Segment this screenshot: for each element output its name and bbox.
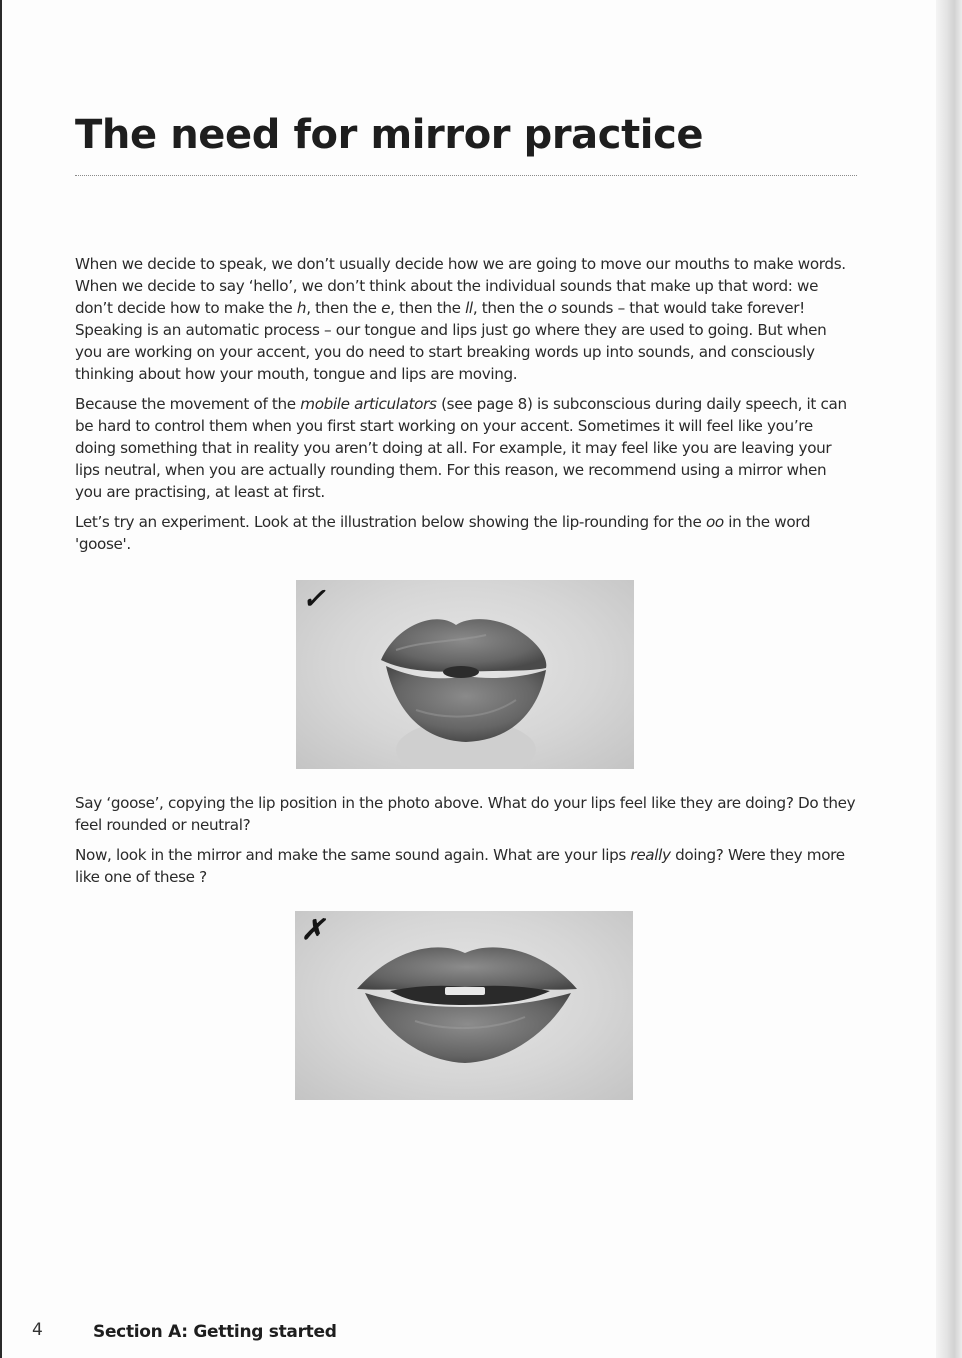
check-mark-icon: ✓ [302,582,326,615]
photo-rounded-lips [296,580,634,769]
paragraph-text: When we decide to speak, we don’t usually decide how we are going to move our mouths to make words. When we decide to say ‘hello’, we don’t think about the individual sounds that make up that word: we don’t decide how to make the [75,255,846,317]
italic-term: oo [705,513,724,531]
paragraph-text: Now, look in the mirror and make the same sound again. What are your lips [75,846,631,864]
paragraph-text: , then the [306,299,382,317]
paragraph-4 [75,792,857,836]
footer-section-title: Section A: Getting started [93,1322,337,1342]
page-title: The need for mirror practice [75,112,704,158]
paragraph-text: , then the [390,299,466,317]
paragraph-3 [75,511,857,555]
italic-term: h [296,299,307,317]
paragraph-5 [75,844,857,888]
page-gutter [936,0,962,1358]
paragraph-text: , then the [472,299,548,317]
italic-term: mobile articulators [300,395,437,413]
paragraph-text: doing? Were they more like one of these ? [75,846,845,886]
neutral-lips-illustration [295,911,633,1100]
paragraph-text: (see page 8) is subconscious during daily speech, it can be hard to control them when you first start working on your accent. Sometimes it will feel like you’re doing something that in reality you aren’t doing at all. For example, it may feel like you are leaving your lips neutral, when you are actually rounding them. For this reason, we recommend using a mirror when you are practising, at least at first. [75,395,847,501]
title-rule [75,175,857,176]
paragraph-text: Say ‘goose’, copying the lip position in the photo above. What do your lips feel like they are doing? Do they feel rounded or neutral? [75,794,856,834]
paragraph-text: in the word 'goose'. [75,513,811,553]
italic-term: e [381,299,391,317]
italic-term: really [630,846,671,864]
paragraph-text: Let’s try an experiment. Look at the illustration below showing the lip-rounding for the [75,513,706,531]
page-edge-shadow [0,0,2,1358]
italic-term: o [547,299,557,317]
page-number: 4 [32,1320,43,1340]
photo-neutral-lips [295,911,633,1100]
paragraph-text: sounds – that would take forever! Speaking is an automatic process – our tongue and lips just go where they are used to going. But when you are working on your accent, you do need to start breaking words up into sounds, and consciously thinking about how your mouth, tongue and lips are moving. [75,299,827,383]
paragraph-2 [75,393,857,503]
paragraph-text: Because the movement of the [75,395,301,413]
cross-mark-icon: ✗ [301,913,325,946]
paragraph-1 [75,253,857,385]
italic-term: ll [465,299,473,317]
rounded-lips-illustration [296,580,634,769]
